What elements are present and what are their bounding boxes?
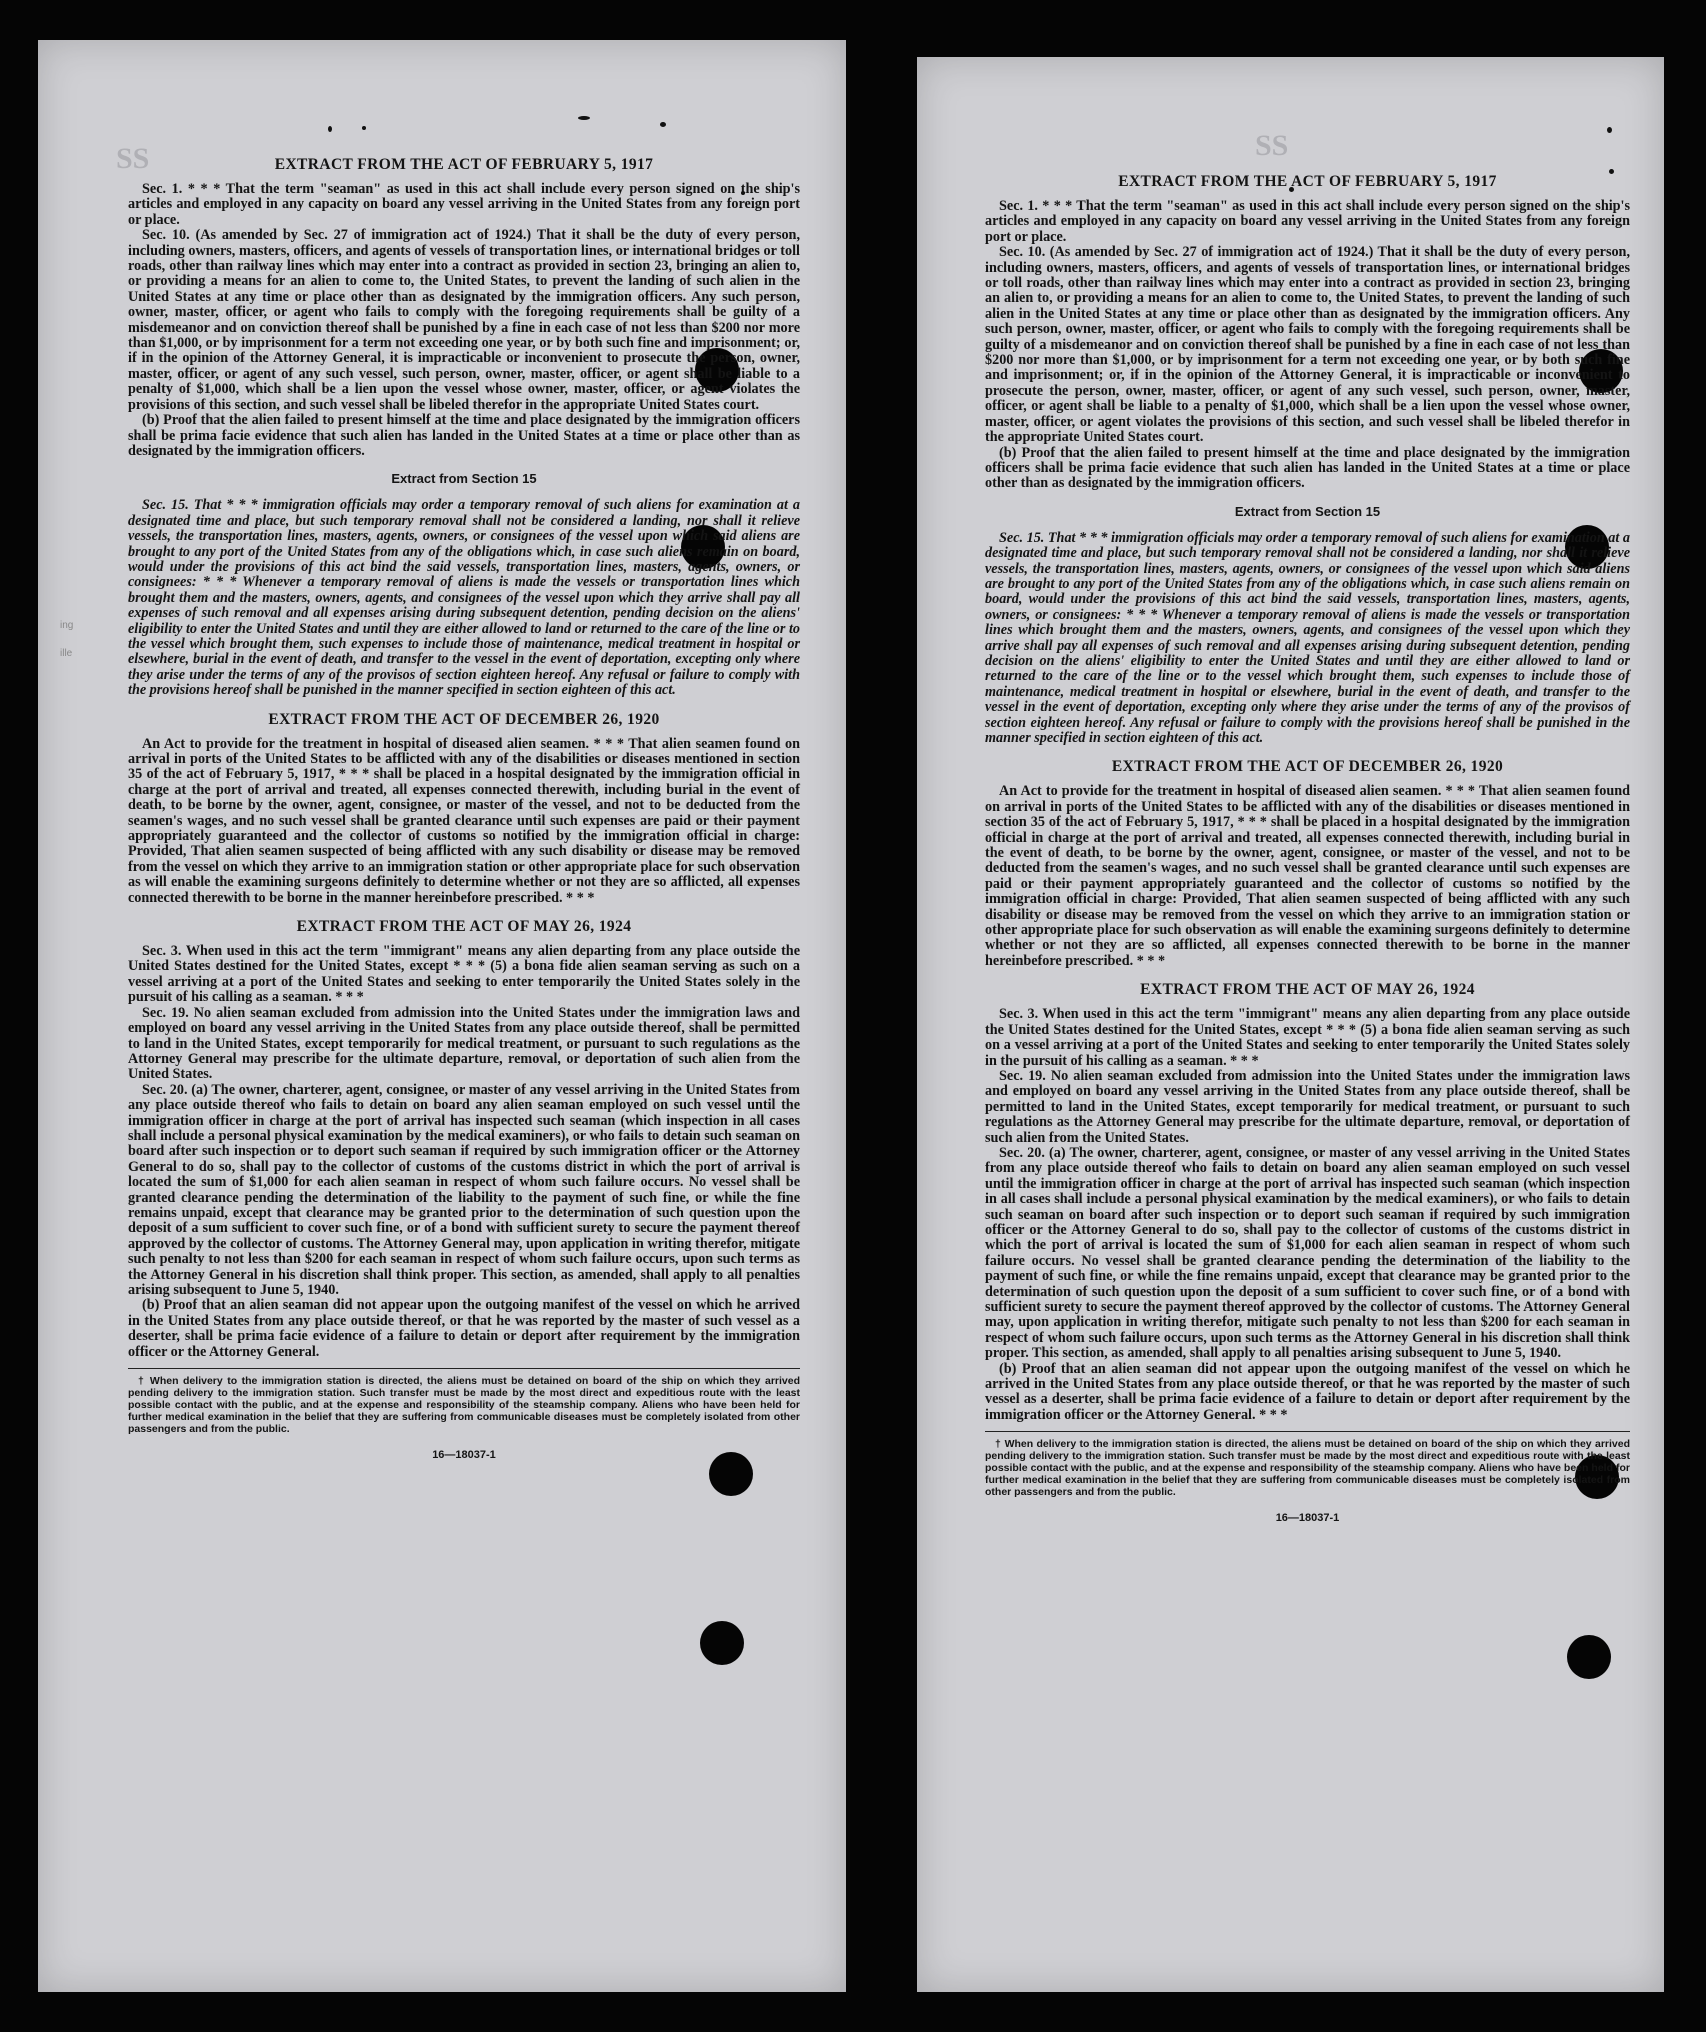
sec-1-paragraph: Sec. 1. * * * That the term "seaman" as used in this act shall include every person signed on the ship's articles and employed in any capacity on board any vessel arriving in the United States from any foreign port or place. (128, 181, 800, 228)
page-content (38, 40, 846, 1992)
act-1924-header: EXTRACT FROM THE ACT OF MAY 26, 1924 (1140, 981, 1475, 999)
footnote-divider (128, 1368, 800, 1369)
act-1920-paragraph: An Act to provide for the treatment in hospital of diseased alien seamen. * * * That alien seamen found on arrival in ports of the United States to be afflicted with any of the disabilities or diseases mentioned in section 35 of the act of February 5, 1917, * * * shall be placed in a hospital designated by the immigration official in charge at the port of arrival and treated, all expenses connected therewith, including burial in the event of death, to be borne by the owner, agent, consignee, or master of the vessel, and not to be deducted from the seamen's wages, and no such vessel shall be granted clearance until such expenses are paid or their payment appropriately guaranteed and the collector of customs so notified by the immigration official in charge: Provided, That alien seamen suspected of being afflicted with any such disability or disease may be removed from the vessel on which they arrive to an immigration station or other appropriate place for such observation as will enable the examining surgeons definitely to determine whether or not they are so afflicted, all expenses connected therewith to be borne in the manner hereinbefore prescribed. * * * (128, 735, 800, 906)
corner-mark: SS (1255, 129, 1289, 162)
act-1917-header: EXTRACT FROM THE ACT OF FEBRUARY 5, 1917 (274, 156, 654, 173)
document-page-right (917, 57, 1664, 1992)
sec-19-paragraph: Sec. 19. No alien seaman excluded from admission into the United States under the immigration laws and employed on board any vessel arriving in the United States from any place outside thereof, shall be permitted to land in the United States, except temporarily for medical treatment, or pursuant to such regulations as the Attorney General may prescribe for the ultimate departure, removal, or deportation of such alien from the United States. (985, 1067, 1630, 1146)
act-1920-header: EXTRACT FROM THE ACT OF DECEMBER 26, 1920 (1111, 758, 1504, 776)
sec-20a-paragraph: Sec. 20. (a) The owner, charterer, agent, consignee, or master of any vessel arriving in the United States from any place outside thereof who fails to detain on board any alien seaman employed on such vessel until the immigration officer in charge at the port of arrival has inspected such seaman (which inspection in all cases shall include a personal physical examination by the medical examiners), or who fails to detain such seaman on board after such inspection or to deport such seaman if required by such immigration officer or the Attorney General to do so, shall pay to the collector of customs of the customs district in which the port of arrival is located the sum of $1,000 for each alien seaman in respect of whom such failure occurs. No vessel shall be granted clearance pending the determination of the liability to the payment of such fine, or while the fine remains unpaid, except that clearance may be granted prior to the determination of such question upon the deposit of a sum sufficient to cover such fine, or of a bond with sufficient surety to secure the payment thereof approved by the collector of customs. The Attorney General may, upon application in writing therefor, mitigate such penalty to not less than $200 for each seaman in respect of whom such failure occurs, upon such terms as the Attorney General in his discretion shall think proper. This section, as amended, shall apply to all penalties arising subsequent to June 5, 1940. (128, 1081, 800, 1298)
sec-15-paragraph: Sec. 15. That * * * immigration officials may order a temporary removal of such aliens for examination at a designated time and place, but such temporary removal shall not be considered a landing, nor shall it relieve vessels, the transportation lines, masters, agents, owners, or consignees of the vessel upon which said aliens are brought to any port of the United States from any of the obligations which, in case such aliens remain on board, would under the provisions of this act bind the said vessels, transportation lines, masters, agents, owners, or consignees: * * * Whenever a temporary removal of aliens is made the vessels or transportation lines which brought them and the masters, owners, agents, and consignees of the vessel upon which they arrive shall pay all expenses of such removal and all expenses arising during subsequent detention, pending decision on the aliens' eligibility to enter the United States and until they are either allowed to land or returned to the care of the line or to the vessel which brought them, such expenses to include those of maintenance, medical treatment in hospital or elsewhere, burial in the event of death, and transfer to the vessel in the event of deportation, excepting only where they arise under the terms of any of the provisos of section eighteen hereof. Any refusal or failure to comply with the provisions hereof shall be punished in the manner specified in section eighteen of this act. (985, 529, 1630, 746)
sec-20b-paragraph: (b) Proof that an alien seaman did not appear upon the outgoing manifest of the vessel on which he arrived in the United States from any place outside thereof, or that he was reported by the master of such vessel as a deserter, shall be prima facie evidence of a failure to detain or deport after requirement by the immigration officer or the Attorney General. (128, 1297, 800, 1360)
sec-3-paragraph: Sec. 3. When used in this act the term "immigrant" means any alien departing from any place outside the United States destined for the United States, except * * * (5) a bona fide alien seaman serving as such on a vessel arriving at a port of the United States and seeking to enter temporarily the United States solely in the pursuit of his calling as a seaman. * * * (985, 1006, 1630, 1069)
sec-10b-paragraph: (b) Proof that the alien failed to present himself at the time and place designated by the immigration officers shall be prima facie evidence that such alien has landed in the United States at a time or place other than as designated by the immigration officers. (128, 412, 800, 459)
act-1920-header: EXTRACT FROM THE ACT OF DECEMBER 26, 1920 (268, 710, 660, 728)
edge-mark: ille (60, 648, 73, 659)
form-number: 16—18037-1 (432, 1449, 496, 1462)
sec-10b-paragraph: (b) Proof that the alien failed to present himself at the time and place designated by the immigration officers shall be prima facie evidence that such alien has landed in the United States at a time or place other than as designated by the immigration officers. (985, 444, 1630, 492)
sec-20b-paragraph: (b) Proof that an alien seaman did not appear upon the outgoing manifest of the vessel on which he arrived in the United States from any place outside thereof, or that he was reported by the master of such vessel as a deserter, shall be prima facie evidence of a failure to detain or deport after requirement by the immigration officer or the Attorney General. * * * (985, 1360, 1630, 1423)
sec-15-paragraph: Sec. 15. That * * * immigration officials may order a temporary removal of such aliens for examination at a designated time and place, but such temporary removal shall not be considered a landing, nor shall it relieve vessels, the transportation lines, masters, agents, owners, or consignees of the vessel upon which said aliens are brought to any port of the United States from any of the obligations which, in case such aliens remain on board, would under the provisions of this act bind the said vessels, transportation lines, masters, agents, owners, or consignees: * * * Whenever a temporary removal of aliens is made the vessels or transportation lines which brought them and the masters, owners, agents, and consignees of the vessel upon which they arrive shall pay all expenses of such removal and all expenses arising during subsequent detention, pending decision on the aliens' eligibility to enter the United States and until they are either allowed to land or returned to the care of the line or to the vessel which brought them, such expenses to include those of maintenance, medical treatment in hospital or elsewhere, burial in the event of death, and transfer to the vessel in the event of deportation, excepting only where they arise under the terms of any of the provisos of section eighteen hereof. Any refusal or failure to comply with the provisions hereof shall be punished in the manner specified in section eighteen of this act. (128, 497, 800, 699)
footnote-divider (985, 1431, 1630, 1432)
edge-mark: ing (60, 620, 74, 631)
section-15-subheader: Extract from Section 15 (1234, 503, 1381, 519)
sec-1-paragraph: Sec. 1. * * * That the term "seaman" as used in this act shall include every person signed on the ship's articles and employed in any capacity on board any vessel arriving in the United States from any foreign port or place. (985, 198, 1630, 245)
section-15-subheader: Extract from Section 15 (391, 471, 537, 487)
footnote: † When delivery to the immigration station is directed, the aliens must be detained on board of the ship on which they arrived pending delivery to the immigration station. Such transfer must be made by the most direct and expeditious route with the least possible contact with the public, and at the expense and responsibility of the steamship company. Aliens who have been held for further medical examination in the belief that they are suffering from communicable diseases must be completely isolated from other passengers and from the public. (128, 1375, 800, 1436)
act-1924-header: EXTRACT FROM THE ACT OF MAY 26, 1924 (296, 918, 632, 936)
act-1917-header: EXTRACT FROM THE ACT OF FEBRUARY 5, 1917 (1118, 173, 1497, 190)
act-1920-paragraph: An Act to provide for the treatment in hospital of diseased alien seamen. * * * That alien seamen found on arrival in ports of the United States to be afflicted with any of the disabilities or diseases mentioned in section 35 of the act of February 5, 1917, * * * shall be placed in a hospital designated by the immigration official in charge at the port of arrival and treated, all expenses connected therewith, including burial in the event of death, to be borne by the owner, agent, consignee, or master of the vessel, and not to be deducted from the seamen's wages, and no such vessel shall be granted clearance until such expenses are paid or their payment appropriately guaranteed and the collector of customs so notified by the immigration official in charge: Provided, That alien seamen suspected of being afflicted with any such disability or disease may be removed from the vessel on which they arrive to an immigration station or other appropriate place for such observation as will enable the examining surgeons definitely to determine whether or not they are so afflicted, all expenses connected therewith to be borne in the manner hereinbefore prescribed. * * * (985, 783, 1630, 969)
document-page-left (38, 40, 846, 1992)
sec-10-paragraph: Sec. 10. (As amended by Sec. 27 of immigration act of 1924.) That it shall be the duty of every person, including owners, masters, officers, and agents of vessels of transportation lines, or international bridges or toll roads, other than railway lines which may enter into a contract as provided in section 23, bringing an alien to, or providing a means for an alien to come to, the United States, to prevent the landing of such alien in the United States at any time or place other than as designated by the immigration officers. Any such person, owner, master, officer, or agent who fails to comply with the foregoing requirements shall be guilty of a misdemeanor and on conviction thereof shall be punished by a fine in each case of not less than $200 nor more than $1,000, or by imprisonment for a term not exceeding one year, or by both such fine and imprisonment; or, if in the opinion of the Attorney General, it is impracticable or inconvenient to prosecute the person, owner, master, officer, or agent of any such vessel, such person, owner, master, officer, or agent shall be liable to a penalty of $1,000, which shall be a lien upon the vessel whose owner, master, officer, or agent violates the provisions of this section, and such vessel shall be libeled therefor in the appropriate United States court. (128, 227, 800, 413)
corner-mark: SS (116, 142, 150, 175)
page-content (917, 57, 1664, 1992)
sec-10-paragraph: Sec. 10. (As amended by Sec. 27 of immigration act of 1924.) That it shall be the duty of every person, including owners, masters, officers, and agents of vessels of transportation lines, or international bridges or toll roads, other than railway lines which may enter into a contract as provided in section 23, bringing an alien to, or providing a means for an alien to come to, the United States, to prevent the landing of such alien in the United States at any time or place other than as designated by the immigration officers. Any such person, owner, master, officer, or agent who fails to comply with the foregoing requirements shall be guilty of a misdemeanor and on conviction thereof shall be punished by a fine in each case of not less than $200 nor more than $1,000, or by imprisonment for a term not exceeding one year, or by both such fine and imprisonment; or, if in the opinion of the Attorney General, it is impracticable or inconvenient to prosecute the person, owner, master, officer, or agent of any such vessel, such person, owner, master, officer, or agent shall be liable to a penalty of $1,000, which shall be a lien upon the vessel whose owner, master, officer, or agent violates the provisions of this section, and such vessel shall be libeled therefor in the appropriate United States court. (985, 244, 1630, 446)
form-number: 16—18037-1 (1275, 1512, 1340, 1525)
sec-3-paragraph: Sec. 3. When used in this act the term "immigrant" means any alien departing from any place outside the United States destined for the United States, except * * * (5) a bona fide alien seaman serving as such on a vessel arriving at a port of the United States and seeking to enter temporarily the United States solely in the pursuit of his calling as a seaman. * * * (128, 943, 800, 1006)
sec-20a-paragraph: Sec. 20. (a) The owner, charterer, agent, consignee, or master of any vessel arriving in the United States from any place outside thereof who fails to detain on board any alien seaman employed on such vessel until the immigration officer in charge at the port of arrival has inspected such seaman (which inspection in all cases shall include a personal physical examination by the medical examiners), or who fails to detain such seaman on board after such inspection or to deport such seaman if required by such immigration officer or the Attorney General to do so, shall pay to the collector of customs of the customs district in which the port of arrival is located the sum of $1,000 for each alien seaman in respect of whom such failure occurs. No vessel shall be granted clearance pending the determination of the liability to the payment of such fine, or while the fine remains unpaid, except that clearance may be granted prior to the determination of such question upon the deposit of a sum sufficient to cover such fine, or of a bond with sufficient surety to secure the payment thereof approved by the collector of customs. The Attorney General may, upon application in writing therefor, mitigate such penalty to not less than $200 for each seaman in respect of whom such failure occurs, upon such terms as the Attorney General in his discretion shall think proper. This section, as amended, shall apply to all penalties arising subsequent to June 5, 1940. (985, 1144, 1630, 1362)
footnote: † When delivery to the immigration station is directed, the aliens must be detained on board of the ship on which they arrived pending delivery to the immigration station. Such transfer must be made by the most direct and expeditious route with the least possible contact with the public, and at the expense and responsibility of the steamship company. Aliens who have been held for further medical examination in the belief that they are suffering from communicable diseases must be completely isolated from other passengers and from the public. (985, 1438, 1630, 1499)
sec-19-paragraph: Sec. 19. No alien seaman excluded from admission into the United States under the immigration laws and employed on board any vessel arriving in the United States from any place outside thereof, shall be permitted to land in the United States, except temporarily for medical treatment, or pursuant to such regulations as the Attorney General may prescribe for the ultimate departure, removal, or deportation of such alien from the United States. (128, 1004, 800, 1083)
